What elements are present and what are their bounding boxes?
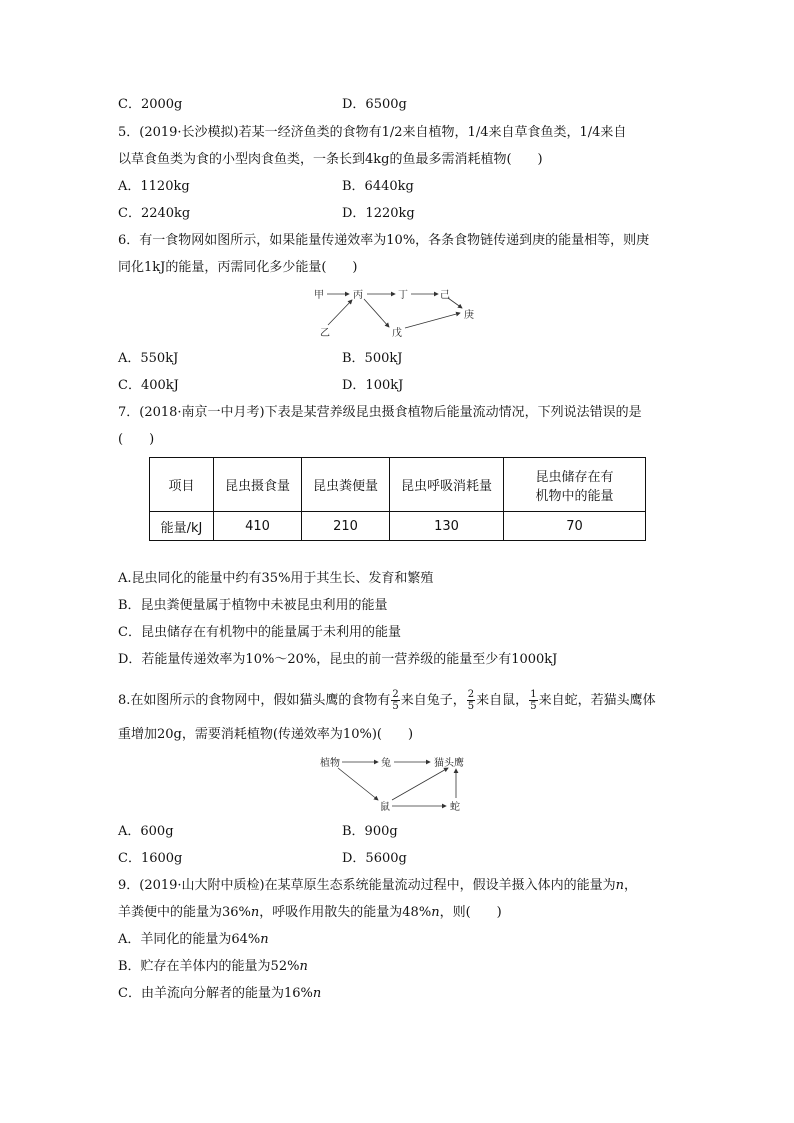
fraction-denominator: 5 <box>392 701 399 712</box>
header-intake: 昆虫摄食量 <box>214 458 302 512</box>
cell-stored: 70 <box>504 512 646 541</box>
q4-option-c: C．2000g <box>118 97 183 112</box>
q9-stem-text: 羊粪便中的能量为36% <box>118 905 251 920</box>
q8-stem-line1 <box>118 688 656 714</box>
cell-respiration: 130 <box>390 512 504 541</box>
q9-option-c <box>118 985 321 1003</box>
q7-stem-line2: ( ) <box>118 432 155 447</box>
fraction-rabbit <box>391 689 399 712</box>
variable-n: n <box>431 905 440 920</box>
node-ji: 己 <box>440 290 450 301</box>
q9-stem-text: 9．(2019·山大附中质检)在某草原生态系统能量流动过程中，假设羊摄入体内的能量为 <box>118 878 616 893</box>
q6-option-d: D．100kJ <box>342 378 404 393</box>
q8-stem-line2: 重增加20g，需要消耗植物(传递效率为10%)( ) <box>118 727 414 742</box>
q9-option-a <box>118 931 269 949</box>
table-row <box>150 512 646 541</box>
q5-option-d: D．1220kg <box>342 206 415 221</box>
q9-stem-line1 <box>118 877 637 895</box>
q7-option-a: A.昆虫同化的能量中约有35%用于其生长、发育和繁殖 <box>118 571 434 586</box>
variable-n: n <box>312 986 322 1001</box>
fraction-numerator: 2 <box>392 689 399 700</box>
cell-intake: 410 <box>214 512 302 541</box>
q9-stem-end: ， <box>624 878 638 893</box>
q8-option-d: D．5600g <box>342 851 407 866</box>
variable-n: n <box>260 932 269 947</box>
variable-n: n <box>615 878 625 893</box>
q7-stem-line1: 7．(2018·南京一中月考)下表是某营养级昆虫摄食植物后能量流动情况，下列说法错误的是 <box>118 405 642 420</box>
q9-stem-line2 <box>118 904 502 922</box>
variable-n: n <box>250 905 260 920</box>
option-text: B．贮存在羊体内的能量为52% <box>118 959 300 974</box>
q5-stem-line2: 以草食鱼类为食的小型肉食鱼类，一条长到4kg的鱼最多需消耗植物( ) <box>118 152 543 167</box>
node-yi: 乙 <box>320 328 330 339</box>
node-wu: 戊 <box>392 328 402 339</box>
q8-stem-part4: 来自蛇，若猫头鹰体 <box>538 693 656 708</box>
option-text: C．由羊流向分解者的能量为16% <box>118 986 313 1001</box>
q6-option-b: B．500kJ <box>342 351 403 366</box>
fraction-snake <box>529 689 537 712</box>
q4-option-d: D．6500g <box>342 97 407 112</box>
q6-option-c: C．400kJ <box>118 378 179 393</box>
variable-n: n <box>299 959 308 974</box>
q6-food-web-diagram <box>300 282 490 342</box>
q6-stem-line2: 同化1kJ的能量，丙需同化多少能量( ) <box>118 260 358 275</box>
table-header-row <box>150 458 646 512</box>
cell-label: 能量/kJ <box>150 512 214 541</box>
node-owl: 猫头鹰 <box>434 758 464 769</box>
q7-option-d: D．若能量传递效率为10%～20%，昆虫的前一营养级的能量至少有1000kJ <box>118 652 558 667</box>
q9-stem-text: ，则( ) <box>439 905 502 920</box>
fraction-denominator: 5 <box>467 701 475 712</box>
node-snake: 蛇 <box>450 802 460 813</box>
header-item: 项目 <box>150 458 214 512</box>
q7-option-c: C．昆虫储存在有机物中的能量属于未利用的能量 <box>118 625 401 640</box>
fraction-denominator: 5 <box>530 701 537 712</box>
q9-stem-text: ，呼吸作用散失的能量为48% <box>259 905 432 920</box>
q8-option-a: A．600g <box>118 824 174 839</box>
fraction-numerator: 1 <box>530 689 537 700</box>
q8-food-web-diagram <box>318 752 478 816</box>
q5-option-b: B．6440kg <box>342 179 414 194</box>
q5-option-a: A．1120kg <box>118 179 190 194</box>
node-rabbit: 兔 <box>381 758 391 769</box>
q7-option-b: B．昆虫粪便量属于植物中未被昆虫利用的能量 <box>118 598 388 613</box>
node-jia: 甲 <box>314 290 324 301</box>
fraction-mouse <box>467 689 475 712</box>
node-bing: 丙 <box>353 290 363 301</box>
header-stored-line2: 机物中的能量 <box>535 488 614 504</box>
q8-stem-part1: 8.在如图所示的食物网中，假如猫头鹰的食物有 <box>118 693 391 708</box>
node-geng: 庚 <box>464 310 474 321</box>
header-respiration: 昆虫呼吸消耗量 <box>390 458 504 512</box>
q8-option-b: B．900g <box>342 824 398 839</box>
cell-feces: 210 <box>302 512 390 541</box>
q8-stem-part2: 来自兔子， <box>400 693 466 708</box>
q8-option-c: C．1600g <box>118 851 183 866</box>
node-mouse: 鼠 <box>380 802 390 813</box>
q8-stem-part3: 来自鼠， <box>476 693 529 708</box>
q5-stem-line1: 5．(2019·长沙模拟)若某一经济鱼类的食物有1/2来自植物，1/4来自草食鱼类，1/4来自 <box>118 125 627 140</box>
q5-option-c: C．2240kg <box>118 206 191 221</box>
option-text: A．羊同化的能量为64% <box>118 932 261 947</box>
node-ding: 丁 <box>398 290 408 301</box>
q6-option-a: A．550kJ <box>118 351 179 366</box>
fraction-numerator: 2 <box>467 689 475 700</box>
energy-flow-table <box>149 457 646 541</box>
header-feces: 昆虫粪便量 <box>302 458 390 512</box>
q9-option-b <box>118 958 308 976</box>
q6-stem-line1: 6．有一食物网如图所示，如果能量传递效率为10%，各条食物链传递到庚的能量相等，则庚 <box>118 233 650 248</box>
node-plant: 植物 <box>320 758 340 769</box>
header-stored <box>504 458 646 512</box>
header-stored-line1: 昆虫储存在有 <box>535 469 614 485</box>
